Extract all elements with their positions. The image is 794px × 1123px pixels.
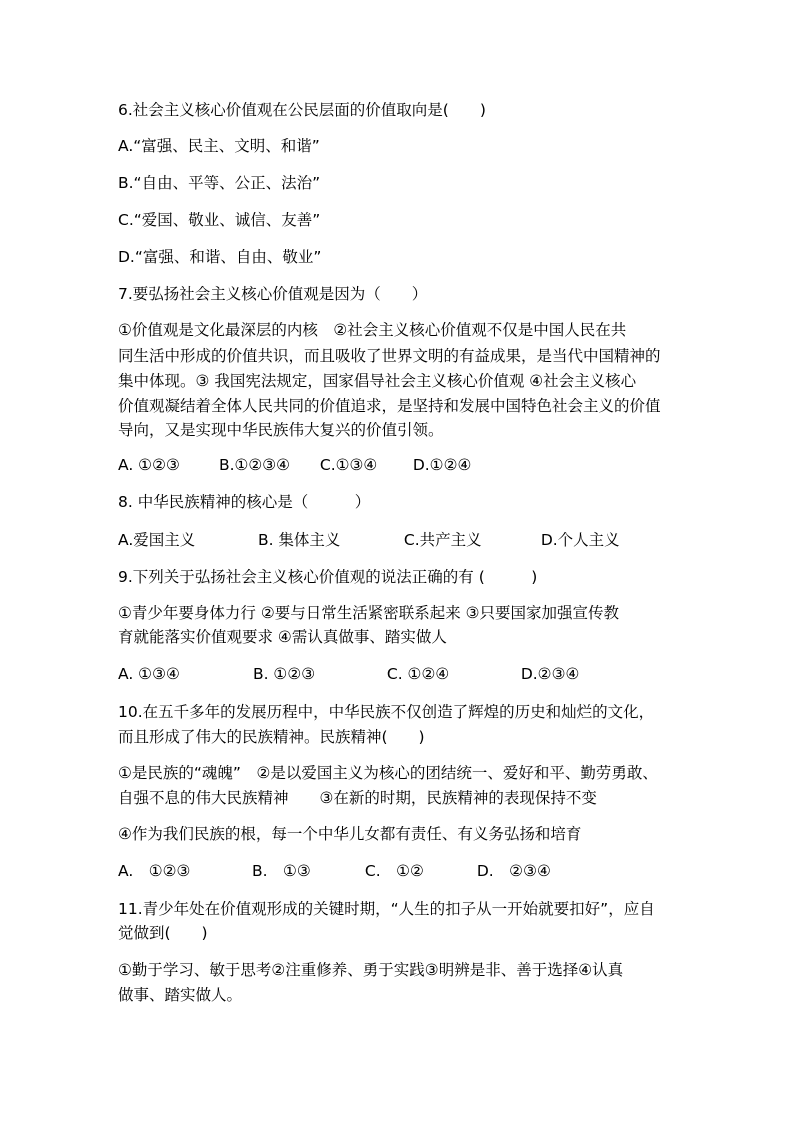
- q10-statement-line: ④作为我们民族的根，每一个中华儿女都有责任、有义务弘扬和培育: [118, 825, 582, 843]
- q9-options: [118, 662, 579, 686]
- q10-stem-line: 10.在五千多年的发展历程中，中华民族不仅创造了辉煌的历史和灿烂的文化，: [118, 703, 655, 721]
- q6-option-b: B.“自由、平等、公正、法治”: [118, 174, 321, 192]
- q10-statement-line: 自强不息的伟大民族精神 ③在新的时期，民族精神的表现保持不变: [118, 789, 597, 807]
- q10-options: [118, 859, 551, 883]
- q7-option-b: B.①②③④: [218, 456, 291, 474]
- q7-statement-line: 同生活中形成的价值共识，而且吸收了世界文明的有益成果，是当代中国精神的: [118, 347, 661, 365]
- q7-statement-line: 导向，又是实现中华民族伟大复兴的价值引领。: [118, 421, 444, 439]
- q9-option-a: A. ①③④: [118, 665, 180, 683]
- q9-option-d: D.②③④: [520, 665, 580, 683]
- q6-stem: 6.社会主义核心价值观在公民层面的价值取向是( ): [118, 101, 486, 119]
- q9-statement-line: ①青少年要身体力行 ②要与日常生活紧密联系起来 ③只要国家加强宣传教: [118, 604, 620, 622]
- q6-option-d: D.“富强、和谐、自由、敬业”: [118, 248, 322, 266]
- q7-option-d: D.①②④: [412, 456, 472, 474]
- q9-stem: 9.下列关于弘扬社会主义核心价值观的说法正确的有 ( ): [118, 568, 538, 586]
- q8-options: [118, 528, 620, 552]
- q10-option-c: C. ①②: [364, 862, 424, 880]
- q8-stem: 8. 中华民族精神的核心是（ ）: [118, 493, 371, 511]
- q11-statement-line: ①勤于学习、敏于思考②注重修养、勇于实践③明辨是非、善于选择④认真: [118, 961, 624, 979]
- q7-options: [118, 453, 471, 477]
- q11-stem-line: 觉做到( ): [118, 924, 208, 942]
- q11-statement-line: 做事、踏实做人。: [118, 986, 243, 1004]
- q10-stem-line: 而且形成了伟大的民族精神。民族精神( ): [118, 728, 425, 746]
- q7-statement-line: 集中体现。③ 我国宪法规定，国家倡导社会主义核心价值观 ④社会主义核心: [118, 372, 637, 390]
- q8-option-a: A.爱国主义: [118, 531, 196, 549]
- q9-option-c: C. ①②④: [386, 665, 450, 683]
- q7-option-a: A. ①②③: [118, 456, 180, 474]
- q8-option-b: B. 集体主义: [257, 531, 341, 549]
- q10-option-b: B. ①③: [251, 862, 311, 880]
- q7-statement-line: ①价值观是文化最深层的内核 ②社会主义核心价值观不仅是中国人民在共: [118, 321, 627, 339]
- q6-option-a: A.“富强、民主、文明、和谐”: [118, 137, 320, 155]
- q7-option-c: C.①③④: [319, 456, 378, 474]
- q10-option-a: A. ①②③: [118, 862, 191, 880]
- q6-option-c: C.“爱国、敬业、诚信、友善”: [118, 211, 321, 229]
- q9-statement-line: 育就能落实价值观要求 ④需认真做事、踏实做人: [118, 628, 447, 646]
- q8-option-c: C.共产主义: [403, 531, 482, 549]
- q10-option-d: D. ②③④: [476, 862, 551, 880]
- q7-statement-line: 价值观凝结着全体人民共同的价值追求，是坚持和发展中国特色社会主义的价值: [118, 397, 661, 415]
- q7-stem: 7.要弘扬社会主义核心价值观是因为（ ）: [118, 285, 428, 303]
- q10-statement-line: ①是民族的“魂魄” ②是以爱国主义为核心的团结统一、爱好和平、勤劳勇敢、: [118, 764, 658, 782]
- q9-option-b: B. ①②③: [252, 665, 316, 683]
- q11-stem-line: 11.青少年处在价值观形成的关键时期，“人生的扣子从一开始就要扣好”，应自: [118, 900, 655, 918]
- q8-option-d: D.个人主义: [540, 531, 620, 549]
